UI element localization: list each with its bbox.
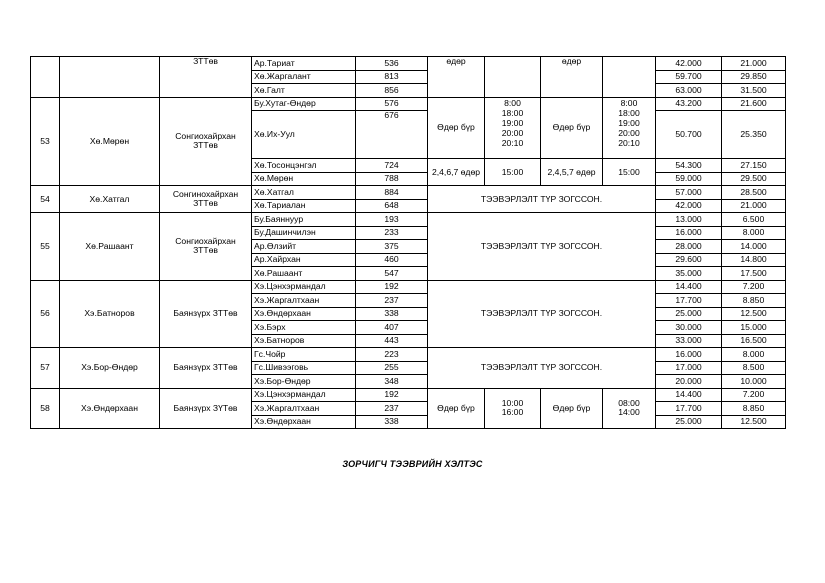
- price-full-cell: 30.000: [656, 321, 722, 335]
- price-half-cell: 29.850: [722, 70, 786, 84]
- route-cell: Гс.Шивээговь: [252, 361, 356, 375]
- km-cell: 648: [356, 199, 428, 213]
- time-label: 19:00: [501, 117, 524, 128]
- km-cell: 884: [356, 186, 428, 200]
- time-label: 20:10: [618, 137, 640, 148]
- destination-cell: Хэ.Өндөрхаан: [60, 388, 160, 429]
- row-num-cell: 55: [31, 213, 60, 281]
- price-full-cell: 17.700: [656, 402, 722, 416]
- route-cell: Хө.Тосонцэнгэл: [252, 159, 356, 173]
- km-cell: 856: [356, 84, 428, 98]
- price-full-cell: 16.000: [656, 226, 722, 240]
- km-cell: 192: [356, 280, 428, 294]
- org-cell: Сонгинохайрхан ЗТТөв: [160, 186, 252, 213]
- price-half-cell: 7.200: [722, 280, 786, 294]
- route-cell: Хэ.Бор-Өндөр: [252, 375, 356, 389]
- price-half-cell: 12.500: [722, 307, 786, 321]
- km-cell: 724: [356, 159, 428, 173]
- price-full-cell: 50.700: [656, 111, 722, 159]
- time-cell: [485, 97, 541, 159]
- price-half-cell: 21.000: [722, 199, 786, 213]
- price-full-cell: 28.000: [656, 240, 722, 254]
- price-full-cell: 59.000: [656, 172, 722, 186]
- km-cell: 255: [356, 361, 428, 375]
- km-cell: 193: [356, 213, 428, 227]
- route-cell: Хө.Мөрөн: [252, 172, 356, 186]
- price-full-cell: 17.700: [656, 294, 722, 308]
- price-half-cell: 31.500: [722, 84, 786, 98]
- route-cell: Хэ.Цэнхэрмандал: [252, 388, 356, 402]
- price-full-cell: 16.000: [656, 348, 722, 362]
- time-cell: [603, 57, 656, 98]
- time-label: 18:00: [501, 107, 524, 118]
- destination-cell: Хө.Рашаант: [60, 213, 160, 281]
- route-cell: Ар.Тариат: [252, 57, 356, 71]
- price-full-cell: 25.000: [656, 415, 722, 429]
- org-cell: Сонгиохайрхан ЗТТөв: [160, 97, 252, 186]
- price-full-cell: 33.000: [656, 334, 722, 348]
- days-cell: Өдөр бүр: [428, 388, 485, 429]
- price-half-cell: 29.500: [722, 172, 786, 186]
- km-cell: 536: [356, 57, 428, 71]
- route-cell: Хө.Их-Уул: [252, 111, 356, 159]
- route-cell: Ар.Хайрхан: [252, 253, 356, 267]
- route-cell: Хэ.Жаргалтхаан: [252, 294, 356, 308]
- price-full-cell: 35.000: [656, 267, 722, 281]
- department-title: ЗОРЧИГЧ ТЭЭВРИЙН ХЭЛТЭС: [342, 459, 483, 469]
- days-cell: өдөр: [428, 57, 485, 98]
- km-cell: 237: [356, 294, 428, 308]
- table-row: [31, 280, 786, 294]
- km-cell: 233: [356, 226, 428, 240]
- price-half-cell: 14.000: [722, 240, 786, 254]
- route-cell: Хө.Тариалан: [252, 199, 356, 213]
- org-cell: Баянзүрх ЗТТөв: [160, 348, 252, 389]
- price-half-cell: 14.800: [722, 253, 786, 267]
- price-full-cell: 13.000: [656, 213, 722, 227]
- route-cell: Ар.Өлзийт: [252, 240, 356, 254]
- time-cell: [485, 57, 541, 98]
- price-half-cell: 28.500: [722, 186, 786, 200]
- km-cell: 348: [356, 375, 428, 389]
- time-label: 16:00: [501, 407, 524, 418]
- route-cell: Хэ.Батноров: [252, 334, 356, 348]
- km-cell: 338: [356, 307, 428, 321]
- status-cell: ТЭЭВЭРЛЭЛТ ТҮР ЗОГССОН.: [428, 213, 656, 281]
- price-full-cell: 63.000: [656, 84, 722, 98]
- route-cell: Хэ.Өндөрхаан: [252, 415, 356, 429]
- route-cell: Хэ.Бэрх: [252, 321, 356, 335]
- price-half-cell: 21.600: [722, 97, 786, 111]
- time-label: 14:00: [618, 407, 640, 418]
- price-half-cell: 12.500: [722, 415, 786, 429]
- table-row: [31, 388, 786, 402]
- route-cell: Бу.Дашинчилэн: [252, 226, 356, 240]
- price-full-cell: 17.000: [656, 361, 722, 375]
- days-cell: Өдөр бүр: [541, 388, 603, 429]
- time-cell: [603, 388, 656, 429]
- destination-cell: Хө.Хатгал: [60, 186, 160, 213]
- price-full-cell: 42.000: [656, 199, 722, 213]
- km-cell: 460: [356, 253, 428, 267]
- org-cell: Сонгиохайрхан ЗТТөв: [160, 213, 252, 281]
- time-cell: 15:00: [485, 159, 541, 186]
- days-cell: Өдөр бүр: [428, 97, 485, 159]
- days-cell: 2,4,5,7 өдөр: [541, 159, 603, 186]
- price-full-cell: 14.400: [656, 280, 722, 294]
- status-cell: ТЭЭВЭРЛЭЛТ ТҮР ЗОГССОН.: [428, 280, 656, 348]
- price-half-cell: 7.200: [722, 388, 786, 402]
- destination-cell: Хэ.Бор-Өндөр: [60, 348, 160, 389]
- table-row: [31, 97, 786, 111]
- org-cell: Баянзүрх ЗҮТөв: [160, 388, 252, 429]
- route-cell: Хэ.Өндөрхаан: [252, 307, 356, 321]
- price-half-cell: 17.500: [722, 267, 786, 281]
- days-cell: 2,4,6,7 өдөр: [428, 159, 485, 186]
- destination-cell: Хө.Мөрөн: [60, 97, 160, 186]
- org-cell: Баянзүрх ЗТТөв: [160, 280, 252, 348]
- price-half-cell: 8.500: [722, 361, 786, 375]
- time-label: 10:00: [501, 398, 524, 409]
- time-cell: 15:00: [603, 159, 656, 186]
- price-full-cell: 57.000: [656, 186, 722, 200]
- row-num-cell: 53: [31, 97, 60, 186]
- status-cell: ТЭЭВЭРЛЭЛТ ТҮР ЗОГССОН.: [428, 348, 656, 389]
- row-num-cell: 58: [31, 388, 60, 429]
- time-label: 19:00: [618, 117, 640, 128]
- route-cell: Хө.Жаргалант: [252, 70, 356, 84]
- row-num-cell: 57: [31, 348, 60, 389]
- km-cell: 813: [356, 70, 428, 84]
- price-full-cell: 54.300: [656, 159, 722, 173]
- price-full-cell: 43.200: [656, 97, 722, 111]
- km-cell: 788: [356, 172, 428, 186]
- destination-cell: [60, 57, 160, 98]
- route-cell: Бу.Хутаг-Өндөр: [252, 97, 356, 111]
- price-half-cell: 21.000: [722, 57, 786, 71]
- time-label: 20:00: [501, 127, 524, 138]
- schedule-table: [30, 56, 786, 429]
- row-num-cell: 54: [31, 186, 60, 213]
- price-full-cell: 14.400: [656, 388, 722, 402]
- route-cell: Хэ.Жаргалтхаан: [252, 402, 356, 416]
- price-half-cell: 10.000: [722, 375, 786, 389]
- time-label: 20:00: [618, 127, 640, 138]
- price-half-cell: 8.850: [722, 294, 786, 308]
- row-num-cell: [31, 57, 60, 98]
- route-cell: Хэ.Цэнхэрмандал: [252, 280, 356, 294]
- price-full-cell: 29.600: [656, 253, 722, 267]
- price-half-cell: 15.000: [722, 321, 786, 335]
- destination-cell: Хэ.Батноров: [60, 280, 160, 348]
- km-cell: 547: [356, 267, 428, 281]
- time-label: 18:00: [618, 107, 640, 118]
- price-half-cell: 16.500: [722, 334, 786, 348]
- route-cell: Хө.Галт: [252, 84, 356, 98]
- status-cell: ТЭЭВЭРЛЭЛТ ТҮР ЗОГССОН.: [428, 186, 656, 213]
- price-half-cell: 8.000: [722, 226, 786, 240]
- price-full-cell: 20.000: [656, 375, 722, 389]
- days-cell: Өдөр бүр: [541, 97, 603, 159]
- route-cell: Бу.Баяннуур: [252, 213, 356, 227]
- km-cell: 223: [356, 348, 428, 362]
- time-label: 8:00: [504, 97, 521, 108]
- price-full-cell: 42.000: [656, 57, 722, 71]
- table-row: [31, 348, 786, 362]
- row-num-cell: 56: [31, 280, 60, 348]
- table-row: [31, 186, 786, 200]
- table-row: [31, 57, 786, 71]
- km-cell: 407: [356, 321, 428, 335]
- time-cell: [485, 388, 541, 429]
- price-half-cell: 6.500: [722, 213, 786, 227]
- price-half-cell: 25.350: [722, 111, 786, 159]
- route-cell: Хө.Хатгал: [252, 186, 356, 200]
- km-cell: 192: [356, 388, 428, 402]
- time-label: 08:00: [618, 398, 640, 409]
- days-cell: өдөр: [541, 57, 603, 98]
- km-cell: 576: [356, 97, 428, 111]
- table-row: [31, 213, 786, 227]
- km-cell: 443: [356, 334, 428, 348]
- km-cell: 676: [356, 111, 428, 159]
- price-full-cell: 25.000: [656, 307, 722, 321]
- org-cell: ЗТТөв: [160, 57, 252, 98]
- price-half-cell: 8.000: [722, 348, 786, 362]
- km-cell: 237: [356, 402, 428, 416]
- time-cell: [603, 97, 656, 159]
- price-full-cell: 59.700: [656, 70, 722, 84]
- route-cell: Гс.Чойр: [252, 348, 356, 362]
- time-label: 8:00: [620, 97, 638, 108]
- km-cell: 375: [356, 240, 428, 254]
- route-cell: Хө.Рашаант: [252, 267, 356, 281]
- price-half-cell: 8.850: [722, 402, 786, 416]
- time-label: 20:10: [501, 137, 524, 148]
- km-cell: 338: [356, 415, 428, 429]
- price-half-cell: 27.150: [722, 159, 786, 173]
